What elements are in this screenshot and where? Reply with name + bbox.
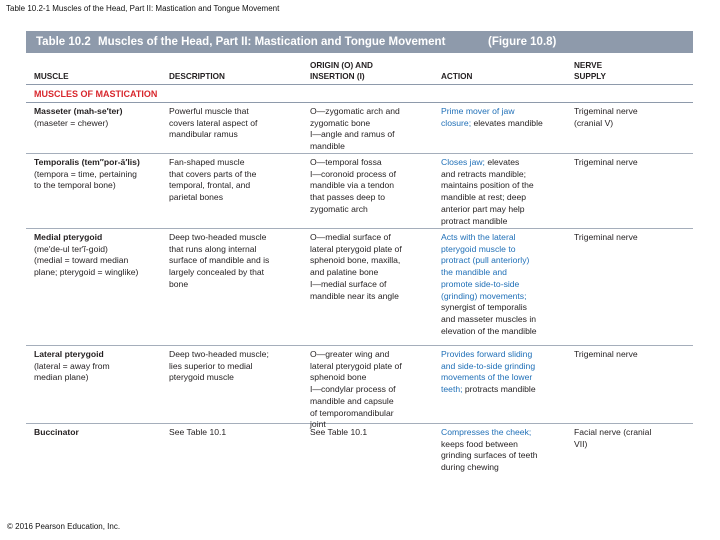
muscle-name: Temporalis (tem″por-ā′lis) — [34, 157, 140, 167]
muscle-table — [26, 31, 693, 482]
origin-insertion-text: mandible and capsule — [310, 395, 394, 406]
origin-insertion-text: sphenoid bone, maxilla, — [310, 255, 401, 266]
slide-title: Table 10.2-1 Muscles of the Head, Part II: Mastication and Tongue Movement — [6, 4, 280, 13]
description-text: Fan-shaped muscle — [169, 157, 245, 167]
origin-insertion-text: O—medial surface of — [310, 232, 391, 242]
action-secondary-text: grinding surfaces of teeth — [441, 450, 538, 461]
description-cell — [169, 232, 310, 345]
origin-insertion-cell — [310, 106, 441, 153]
action-primary-text: movements of the lower — [441, 372, 533, 383]
muscle-name: Masseter (mah-se′ter) — [34, 106, 123, 116]
nerve-supply-cell — [574, 157, 693, 228]
origin-insertion-text: See Table 10.1 — [310, 427, 368, 437]
nerve-supply-text: (cranial V) — [574, 117, 614, 128]
description-text: that covers parts of the — [169, 168, 257, 179]
header-action: ACTION — [441, 72, 473, 81]
description-text: bone — [169, 278, 189, 289]
muscle-etymology: (me′de-ul ter′ĭ-goid) — [34, 243, 108, 254]
action-secondary-text: during chewing — [441, 462, 499, 473]
action-secondary-text: and retracts mandible; — [441, 168, 527, 179]
muscle-etymology: (lateral = away from — [34, 360, 110, 371]
origin-insertion-text: zygomatic arch — [310, 203, 368, 214]
action-primary-text: (grinding) movements; — [441, 290, 527, 301]
origin-insertion-text: O—zygomatic arch and — [310, 106, 400, 116]
origin-insertion-text: sphenoid bone — [310, 372, 367, 383]
action-secondary-text: anterior part may help — [441, 203, 525, 214]
header-muscle: MUSCLE — [34, 72, 69, 81]
table-row — [26, 154, 693, 229]
action-primary-text: Provides forward sliding — [441, 349, 533, 359]
description-text: that runs along internal — [169, 243, 257, 254]
action-primary-text: teeth; — [441, 384, 463, 395]
action-secondary-text: maintains position of the — [441, 180, 534, 191]
description-text: pterygoid muscle — [169, 372, 234, 383]
muscle-etymology: (tempora = time, pertaining — [34, 168, 137, 179]
origin-insertion-text: O—temporal fossa — [310, 157, 382, 167]
nerve-supply-text: VII) — [574, 438, 588, 449]
origin-insertion-text: I—medial surface of — [310, 278, 387, 289]
header-description: DESCRIPTION — [169, 72, 225, 81]
muscle-name: Medial pterygoid — [34, 232, 103, 242]
table-row — [26, 229, 693, 346]
muscle-name: Buccinator — [34, 427, 79, 437]
action-secondary-text: keeps food between — [441, 438, 518, 449]
action-cell — [441, 349, 574, 423]
nerve-supply-text: Trigeminal nerve — [574, 106, 638, 116]
origin-insertion-cell — [310, 349, 441, 430]
action-secondary-text: protract mandible — [441, 215, 508, 226]
action-cell — [441, 106, 574, 153]
action-primary-text: the mandible and — [441, 267, 507, 278]
origin-insertion-text: O—greater wing and — [310, 349, 390, 359]
muscle-cell — [26, 157, 169, 228]
origin-insertion-text: that passes deep to — [310, 192, 386, 203]
muscle-etymology: plane; pterygoid = winglike) — [34, 267, 139, 278]
origin-insertion-cell — [310, 427, 441, 482]
origin-insertion-text: mandible via a tendon — [310, 180, 395, 191]
action-secondary-text: elevates mandible — [473, 117, 543, 128]
action-primary-text: Closes jaw; — [441, 157, 485, 167]
muscle-etymology: (medial = toward median — [34, 255, 129, 266]
nerve-supply-cell — [574, 106, 693, 153]
table-row — [26, 346, 693, 430]
muscle-etymology: median plane) — [34, 372, 89, 383]
action-primary-text: and side-to-side grinding — [441, 360, 536, 371]
origin-insertion-text: of temporomandibular — [310, 407, 394, 418]
copyright-footer: © 2016 Pearson Education, Inc. — [7, 522, 121, 531]
nerve-supply-cell — [574, 349, 693, 423]
origin-insertion-text: I—condylar process of — [310, 384, 396, 395]
description-text: temporal, frontal, and — [169, 180, 251, 191]
action-primary-text: promote side-to-side — [441, 278, 520, 289]
description-text: lies superior to medial — [169, 360, 253, 371]
description-text: See Table 10.1 — [169, 427, 227, 437]
action-secondary-text: and masseter muscles in — [441, 313, 537, 324]
nerve-supply-text: Facial nerve (cranial — [574, 427, 652, 437]
table-title-bar — [26, 31, 693, 53]
muscle-name: Lateral pterygoid — [34, 349, 104, 359]
description-text: parietal bones — [169, 192, 223, 203]
origin-insertion-text: and palatine bone — [310, 267, 379, 278]
description-cell — [169, 349, 310, 423]
nerve-supply-text: Trigeminal nerve — [574, 232, 638, 242]
action-secondary-text: mandible at rest; deep — [441, 192, 527, 203]
action-primary-text: pterygoid muscle to — [441, 243, 516, 254]
action-primary-text: closure; — [441, 117, 472, 128]
origin-insertion-cell — [310, 157, 441, 228]
figure-reference: (Figure 10.8) — [488, 36, 557, 48]
action-secondary-text: synergist of temporalis — [441, 302, 527, 313]
muscle-cell — [26, 106, 169, 153]
header-nerve-line-2: SUPPLY — [574, 72, 607, 81]
nerve-supply-cell — [574, 427, 693, 482]
origin-insertion-text: zygomatic bone — [310, 117, 371, 128]
muscle-cell — [26, 232, 169, 345]
muscle-etymology: (maseter = chewer) — [34, 117, 109, 128]
header-origin-line-1: ORIGIN (O) AND — [310, 61, 373, 70]
action-secondary-text: elevation of the mandible — [441, 325, 537, 336]
origin-insertion-text: I—angle and ramus of — [310, 129, 395, 140]
nerve-supply-text: Trigeminal nerve — [574, 157, 638, 167]
action-secondary-text: protracts mandible — [464, 384, 536, 395]
description-text: covers lateral aspect of — [169, 117, 258, 128]
action-cell — [441, 427, 574, 482]
action-cell — [441, 232, 574, 345]
table-row — [26, 103, 693, 154]
description-text: Deep two-headed muscle; — [169, 349, 269, 359]
muscle-cell — [26, 427, 169, 482]
origin-insertion-text: joint — [310, 419, 326, 430]
section-heading: MUSCLES OF MASTICATION — [26, 85, 693, 103]
header-origin-insertion — [310, 60, 441, 82]
origin-insertion-text: I—coronoid process of — [310, 168, 396, 179]
description-cell — [169, 157, 310, 228]
description-text: largely concealed by that — [169, 267, 265, 278]
description-text: mandibular ramus — [169, 129, 238, 140]
origin-insertion-text: lateral pterygoid plate of — [310, 360, 402, 371]
action-primary-text: protract (pull anteriorly) — [441, 255, 530, 266]
table-name: Muscles of the Head, Part II: Mastication and Tongue Movement — [98, 36, 446, 48]
action-primary-text: Compresses the cheek; — [441, 427, 532, 437]
header-origin-line-2: INSERTION (I) — [310, 72, 365, 81]
action-cell — [441, 157, 574, 228]
header-nerve-supply — [574, 60, 693, 82]
description-text: Deep two-headed muscle — [169, 232, 267, 242]
header-nerve-line-1: NERVE — [574, 61, 603, 70]
muscle-etymology: to the temporal bone) — [34, 180, 116, 191]
table-header-row — [26, 53, 693, 85]
origin-insertion-cell — [310, 232, 441, 345]
description-text: surface of mandible and is — [169, 255, 270, 266]
origin-insertion-text: mandible near its angle — [310, 290, 399, 301]
table-number: Table 10.2 — [36, 36, 91, 48]
description-cell — [169, 106, 310, 153]
description-cell — [169, 427, 310, 482]
action-primary-text: Acts with the lateral — [441, 232, 516, 242]
nerve-supply-cell — [574, 232, 693, 345]
table-body — [26, 103, 693, 482]
table-row — [26, 424, 693, 482]
origin-insertion-text: lateral pterygoid plate of — [310, 243, 402, 254]
muscle-cell — [26, 349, 169, 423]
description-text: Powerful muscle that — [169, 106, 249, 116]
origin-insertion-text: mandible — [310, 141, 345, 152]
action-secondary-text: elevates — [487, 157, 520, 167]
nerve-supply-text: Trigeminal nerve — [574, 349, 638, 359]
action-primary-text: Prime mover of jaw — [441, 106, 515, 116]
